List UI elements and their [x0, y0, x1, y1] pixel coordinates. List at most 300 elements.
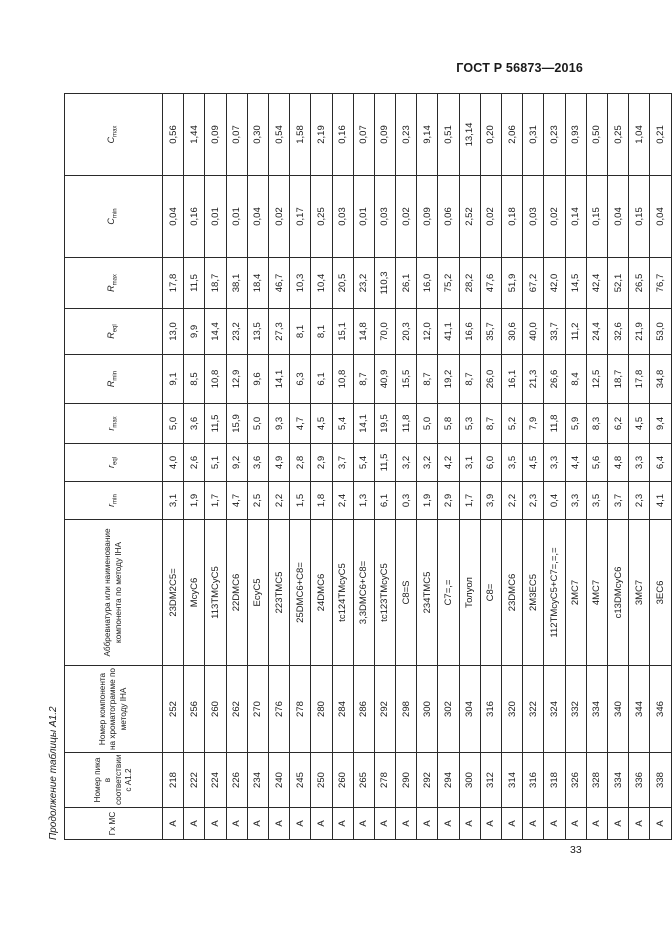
- table-cell: 21,3: [523, 355, 544, 404]
- table-cell: 218: [163, 753, 184, 808]
- table-cell: 1,5: [290, 482, 311, 520]
- table-cell: 8,1: [290, 309, 311, 355]
- table-row: [374, 94, 395, 840]
- table-row: [459, 94, 480, 840]
- table-row: [311, 94, 332, 840]
- table-cell: 17,8: [163, 258, 184, 309]
- column-header-subscript: min: [113, 208, 120, 219]
- table-cell: C8=: [480, 520, 501, 666]
- table-cell: 18,7: [205, 258, 226, 309]
- table-cell: 336: [629, 753, 650, 808]
- column-header: [65, 258, 163, 309]
- table-cell: A: [163, 808, 184, 840]
- table-cell: 8,7: [417, 355, 438, 404]
- table-cell: A: [184, 808, 205, 840]
- table-cell: 5,4: [353, 444, 374, 482]
- table-cell: 34,8: [650, 355, 671, 404]
- table-cell: A: [523, 808, 544, 840]
- table-cell: A: [544, 808, 565, 840]
- table-cell: A: [290, 808, 311, 840]
- table-cell: 262: [226, 666, 247, 753]
- table-cell: 11,5: [374, 444, 395, 482]
- table-cell: 3,3DMC6+C8=: [353, 520, 374, 666]
- table-row: [480, 94, 501, 840]
- table-cell: 15,1: [332, 309, 353, 355]
- column-header-symbol: r: [106, 503, 117, 507]
- table-cell: 2,52: [459, 176, 480, 258]
- table-cell: 3,5: [502, 444, 523, 482]
- table-cell: 16,6: [459, 309, 480, 355]
- table-cell: 0,02: [480, 176, 501, 258]
- table-cell: 0,17: [290, 176, 311, 258]
- table-cell: 316: [480, 666, 501, 753]
- table-cell: 278: [374, 753, 395, 808]
- table-cell: 234: [247, 753, 268, 808]
- column-header-symbol: R: [106, 332, 117, 339]
- table-cell: 32,6: [607, 309, 628, 355]
- table-cell: A: [480, 808, 501, 840]
- table-cell: A: [396, 808, 417, 840]
- table-cell: 0,3: [396, 482, 417, 520]
- table-cell: 0,51: [438, 94, 459, 176]
- table-cell: 0,50: [586, 94, 607, 176]
- table-row: [650, 94, 671, 840]
- table-row: [226, 94, 247, 840]
- table-row: [332, 94, 353, 840]
- column-header: [65, 94, 163, 176]
- table-cell: 70,0: [374, 309, 395, 355]
- table-cell: 322: [523, 666, 544, 753]
- table-cell: 0,14: [565, 176, 586, 258]
- table-cell: A: [502, 808, 523, 840]
- column-header: [65, 404, 163, 444]
- table-cell: 13,14: [459, 94, 480, 176]
- table-cell: 276: [268, 666, 289, 753]
- column-header-symbol: R: [106, 285, 117, 292]
- table-cell: 0,07: [353, 94, 374, 176]
- table-cell: 113TMCyC5: [205, 520, 226, 666]
- column-header: Гх МС: [65, 808, 163, 840]
- page-number: 33: [570, 844, 582, 856]
- table-cell: 3,3: [544, 444, 565, 482]
- column-header-subscript: min: [113, 494, 120, 504]
- table-cell: A: [629, 808, 650, 840]
- table-cell: 298: [396, 666, 417, 753]
- table-cell: 14,5: [565, 258, 586, 309]
- table-cell: 9,9: [184, 309, 205, 355]
- table-body: [163, 94, 672, 840]
- table-cell: 0,04: [607, 176, 628, 258]
- table-row: [268, 94, 289, 840]
- table-cell: 1,7: [205, 482, 226, 520]
- table-cell: 5,1: [205, 444, 226, 482]
- table-cell: 250: [311, 753, 332, 808]
- table-cell: 67,2: [523, 258, 544, 309]
- table-cell: 340: [607, 666, 628, 753]
- table-cell: 2MC7: [565, 520, 586, 666]
- table-cell: 26,0: [480, 355, 501, 404]
- table-cell: 12,0: [417, 309, 438, 355]
- table-cell: 224: [205, 753, 226, 808]
- table-cell: C7=,=: [438, 520, 459, 666]
- table-cell: 51,9: [502, 258, 523, 309]
- table-row: [163, 94, 184, 840]
- table-row: [290, 94, 311, 840]
- table-cell: 24,4: [586, 309, 607, 355]
- table-cell: 1,7: [459, 482, 480, 520]
- table-cell: 4MC7: [586, 520, 607, 666]
- table-cell: 46,7: [268, 258, 289, 309]
- table-cell: McyC6: [184, 520, 205, 666]
- table-cell: 0,25: [607, 94, 628, 176]
- table-cell: 18,4: [247, 258, 268, 309]
- table-cell: 328: [586, 753, 607, 808]
- table-cell: 9,6: [247, 355, 268, 404]
- column-header-subscript: max: [113, 416, 120, 428]
- table-cell: 1,9: [184, 482, 205, 520]
- table-cell: 326: [565, 753, 586, 808]
- table-cell: 240: [268, 753, 289, 808]
- table-cell: 1,8: [311, 482, 332, 520]
- table-cell: 0,20: [480, 94, 501, 176]
- table-cell: 0,02: [268, 176, 289, 258]
- table-cell: 304: [459, 666, 480, 753]
- column-header: Номер компонента на хроматограмме по методу IHA: [65, 666, 163, 753]
- table-cell: 42,0: [544, 258, 565, 309]
- table-row: [438, 94, 459, 840]
- table-cell: c13DMcyC6: [607, 520, 628, 666]
- table-cell: 4,5: [629, 404, 650, 444]
- table-cell: 0,07: [226, 94, 247, 176]
- table-cell: 3,6: [247, 444, 268, 482]
- table-cell: 12,9: [226, 355, 247, 404]
- table-cell: A: [565, 808, 586, 840]
- table-cell: 0,09: [417, 176, 438, 258]
- table-cell: 1,04: [629, 94, 650, 176]
- table-cell: 52,1: [607, 258, 628, 309]
- table-cell: 0,93: [565, 94, 586, 176]
- table-cell: 334: [586, 666, 607, 753]
- table-cell: 75,2: [438, 258, 459, 309]
- table-cell: 6,2: [607, 404, 628, 444]
- table-cell: 1,58: [290, 94, 311, 176]
- table-cell: 300: [459, 753, 480, 808]
- table-cell: 0,01: [205, 176, 226, 258]
- column-header-subscript: eql: [113, 457, 120, 466]
- table-cell: A: [353, 808, 374, 840]
- table-cell: A: [438, 808, 459, 840]
- table-cell: 8,1: [311, 309, 332, 355]
- table-cell: 15,5: [396, 355, 417, 404]
- table-cell: 3,3: [565, 482, 586, 520]
- table-cell: 2,3: [629, 482, 650, 520]
- table-cell: 11,8: [544, 404, 565, 444]
- table-cell: 11,5: [205, 404, 226, 444]
- table-row: [247, 94, 268, 840]
- table-cell: 35,7: [480, 309, 501, 355]
- table-cell: 25DMC6+C8=: [290, 520, 311, 666]
- table-cell: 8,7: [353, 355, 374, 404]
- table-cell: 21,9: [629, 309, 650, 355]
- table-cell: tc124TMcyC5: [332, 520, 353, 666]
- table-cell: 2,4: [332, 482, 353, 520]
- table-cell: 0,03: [374, 176, 395, 258]
- table-cell: 312: [480, 753, 501, 808]
- table-cell: A: [650, 808, 671, 840]
- table-cell: 23,2: [226, 309, 247, 355]
- table-cell: 5,2: [502, 404, 523, 444]
- table-cell: 0,16: [332, 94, 353, 176]
- table-cell: 11,2: [565, 309, 586, 355]
- table-cell: 13,0: [163, 309, 184, 355]
- table-cell: 324: [544, 666, 565, 753]
- table-cell: 2,2: [268, 482, 289, 520]
- table-cell: 12,5: [586, 355, 607, 404]
- table-cell: 42,4: [586, 258, 607, 309]
- column-header: [65, 444, 163, 482]
- table-cell: 2M3EC5: [523, 520, 544, 666]
- table-cell: 332: [565, 666, 586, 753]
- table-cell: A: [374, 808, 395, 840]
- table-cell: 3EC6: [650, 520, 671, 666]
- table-cell: 9,4: [650, 404, 671, 444]
- table-cell: 3,2: [417, 444, 438, 482]
- table-cell: 2,5: [247, 482, 268, 520]
- table-cell: 4,0: [163, 444, 184, 482]
- table-row: [417, 94, 438, 840]
- table-cell: 252: [163, 666, 184, 753]
- table-cell: 20,3: [396, 309, 417, 355]
- table-cell: 0,03: [332, 176, 353, 258]
- table-cell: 286: [353, 666, 374, 753]
- table-cell: EcyC5: [247, 520, 268, 666]
- table-cell: 20,5: [332, 258, 353, 309]
- table-cell: 4,8: [607, 444, 628, 482]
- table-cell: 2,3: [523, 482, 544, 520]
- table-cell: 5,0: [247, 404, 268, 444]
- column-header-symbol: C: [106, 136, 117, 144]
- table-cell: 0,06: [438, 176, 459, 258]
- table-cell: 1,44: [184, 94, 205, 176]
- table-cell: 26,5: [629, 258, 650, 309]
- table-cell: 47,6: [480, 258, 501, 309]
- table-cell: 9,3: [268, 404, 289, 444]
- table-cell: 290: [396, 753, 417, 808]
- table-cell: 9,2: [226, 444, 247, 482]
- table-cell: 27,3: [268, 309, 289, 355]
- table-cell: 0,03: [523, 176, 544, 258]
- table-cell: 22DMC6: [226, 520, 247, 666]
- table-cell: 0,04: [163, 176, 184, 258]
- table-cell: A: [268, 808, 289, 840]
- table-cell: 23DMC6: [502, 520, 523, 666]
- table-cell: A: [311, 808, 332, 840]
- table-cell: 7,9: [523, 404, 544, 444]
- table-cell: 2,9: [438, 482, 459, 520]
- table-cell: 0,23: [544, 94, 565, 176]
- table-cell: A: [417, 808, 438, 840]
- table-cell: 314: [502, 753, 523, 808]
- column-header-symbol: C: [106, 218, 117, 225]
- table-cell: 17,8: [629, 355, 650, 404]
- table-cell: 6,3: [290, 355, 311, 404]
- column-header-subscript: max: [113, 274, 120, 286]
- column-header: Номер пика в соответствии с А1.2: [65, 753, 163, 808]
- table-cell: 26,1: [396, 258, 417, 309]
- table-cell: 3,3: [629, 444, 650, 482]
- table-cell: 6,1: [311, 355, 332, 404]
- column-header: Аббревиатура или наименование компонента по методу IHA: [65, 520, 163, 666]
- table-cell: 302: [438, 666, 459, 753]
- table-cell: 8,5: [184, 355, 205, 404]
- table-cell: 10,8: [332, 355, 353, 404]
- document-code: ГОСТ Р 56873—2016: [456, 61, 583, 75]
- table-cell: 10,3: [290, 258, 311, 309]
- data-table: [64, 93, 672, 840]
- table-cell: 245: [290, 753, 311, 808]
- table-cell: 0,09: [205, 94, 226, 176]
- table-cell: 0,16: [184, 176, 205, 258]
- table-cell: 3MC7: [629, 520, 650, 666]
- table-cell: 13,5: [247, 309, 268, 355]
- table-cell: 2,06: [502, 94, 523, 176]
- table-cell: 8,4: [565, 355, 586, 404]
- table-cell: A: [247, 808, 268, 840]
- table-cell: tc123TMcyC5: [374, 520, 395, 666]
- table-cell: 6,0: [480, 444, 501, 482]
- table-cell: 226: [226, 753, 247, 808]
- table-cell: 265: [353, 753, 374, 808]
- table-cell: 6,4: [650, 444, 671, 482]
- table-continuation-caption: Продолжение таблицы А1.2: [48, 706, 59, 840]
- column-header: [65, 355, 163, 404]
- table-cell: A: [607, 808, 628, 840]
- column-header-symbol: r: [106, 465, 117, 469]
- table-cell: 8,7: [480, 404, 501, 444]
- table-row: [353, 94, 374, 840]
- table-cell: 3,1: [459, 444, 480, 482]
- table-cell: 19,5: [374, 404, 395, 444]
- table-cell: 0,01: [226, 176, 247, 258]
- table-cell: 284: [332, 666, 353, 753]
- table-row: [544, 94, 565, 840]
- table-cell: 223TMC5: [268, 520, 289, 666]
- table-cell: 334: [607, 753, 628, 808]
- table-cell: 3,6: [184, 404, 205, 444]
- table-cell: 1,9: [417, 482, 438, 520]
- table-cell: A: [205, 808, 226, 840]
- table-cell: 4,2: [438, 444, 459, 482]
- table-row: [396, 94, 417, 840]
- column-header-symbol: R: [106, 380, 117, 388]
- table-cell: 0,25: [311, 176, 332, 258]
- table-cell: 2,2: [502, 482, 523, 520]
- table-cell: 14,1: [353, 404, 374, 444]
- column-header-subscript: eql: [113, 324, 120, 333]
- table-cell: A: [586, 808, 607, 840]
- table-cell: 4,5: [523, 444, 544, 482]
- table-cell: 260: [205, 666, 226, 753]
- table-cell: 3,5: [586, 482, 607, 520]
- table-row: [586, 94, 607, 840]
- table-cell: 5,4: [332, 404, 353, 444]
- table-cell: 256: [184, 666, 205, 753]
- table-row: [205, 94, 226, 840]
- table-cell: 26,6: [544, 355, 565, 404]
- table-header-row: [65, 94, 163, 840]
- table-cell: C8=S: [396, 520, 417, 666]
- column-header-subscript: min: [113, 370, 120, 381]
- table-cell: 278: [290, 666, 311, 753]
- table-cell: Толуол: [459, 520, 480, 666]
- table-cell: 9,14: [417, 94, 438, 176]
- table-cell: 40,0: [523, 309, 544, 355]
- table-cell: 112TMcyC5+C7=,=,=: [544, 520, 565, 666]
- table-cell: 14,4: [205, 309, 226, 355]
- table-cell: A: [459, 808, 480, 840]
- table-cell: 4,7: [226, 482, 247, 520]
- table-cell: 2,6: [184, 444, 205, 482]
- table-cell: 0,02: [396, 176, 417, 258]
- table-cell: 0,09: [374, 94, 395, 176]
- table-cell: 316: [523, 753, 544, 808]
- table-cell: 2,9: [311, 444, 332, 482]
- table-cell: 222: [184, 753, 205, 808]
- table-cell: 38,1: [226, 258, 247, 309]
- table-cell: 318: [544, 753, 565, 808]
- table-cell: 2,19: [311, 94, 332, 176]
- table-cell: 5,0: [417, 404, 438, 444]
- table-cell: 3,1: [163, 482, 184, 520]
- table-cell: 5,8: [438, 404, 459, 444]
- table-cell: 2,8: [290, 444, 311, 482]
- table-cell: 9,1: [163, 355, 184, 404]
- table-cell: 0,56: [163, 94, 184, 176]
- table-cell: 0,01: [353, 176, 374, 258]
- table-cell: A: [226, 808, 247, 840]
- table-cell: 15,9: [226, 404, 247, 444]
- rotated-table-area: [47, 94, 666, 840]
- column-header-symbol: r: [106, 427, 117, 431]
- table-cell: 4,9: [268, 444, 289, 482]
- table-row: [523, 94, 544, 840]
- table-cell: 294: [438, 753, 459, 808]
- table-cell: 344: [629, 666, 650, 753]
- table-cell: 10,4: [311, 258, 332, 309]
- table-cell: 3,9: [480, 482, 501, 520]
- table-cell: 53,0: [650, 309, 671, 355]
- table-cell: 14,8: [353, 309, 374, 355]
- table-cell: 8,3: [586, 404, 607, 444]
- table-row: [607, 94, 628, 840]
- table-cell: 14,1: [268, 355, 289, 404]
- table-cell: 18,7: [607, 355, 628, 404]
- table-cell: 0,04: [650, 176, 671, 258]
- table-cell: 234TMC5: [417, 520, 438, 666]
- table-cell: 0,18: [502, 176, 523, 258]
- table-cell: 11,5: [184, 258, 205, 309]
- column-header: [65, 176, 163, 258]
- table-cell: 292: [417, 753, 438, 808]
- table-cell: 300: [417, 666, 438, 753]
- table-cell: 5,0: [163, 404, 184, 444]
- table-cell: 0,30: [247, 94, 268, 176]
- table-cell: 280: [311, 666, 332, 753]
- table-cell: 28,2: [459, 258, 480, 309]
- table-cell: 4,1: [650, 482, 671, 520]
- table-cell: 41,1: [438, 309, 459, 355]
- table-row: [184, 94, 205, 840]
